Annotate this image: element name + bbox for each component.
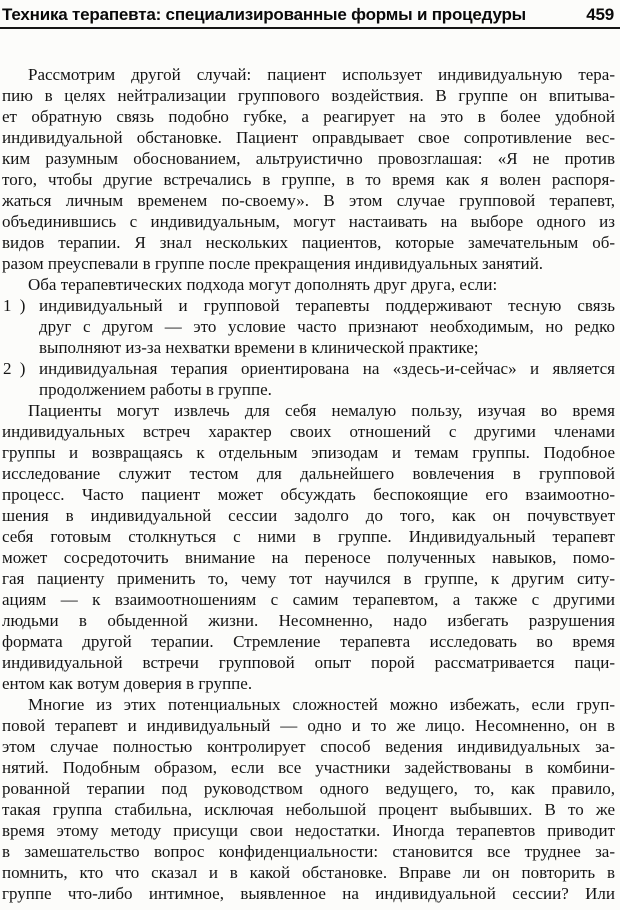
text-line: нятий. Подобным образом, если все участники задействованы в комбини- <box>2 758 615 777</box>
text-line: выполняют из-за нехватки времени в клинической практике; <box>39 338 479 357</box>
text-line: ким разумным обоснованием, альтруистично провозглашая: «Я не против <box>2 149 615 168</box>
list-item <box>2 358 615 400</box>
text-line: группы и возвращаясь к отдельным эпизодам и темам группы. Подобное <box>2 443 615 462</box>
text-line: видов терапии. Я знал нескольких пациентов, которые замечательным об- <box>2 233 615 252</box>
list-item <box>2 295 615 358</box>
text-line: объединившись с индивидуальным, могут настаивать на выборе одного из <box>2 212 615 231</box>
text-line: шения в индивидуальной сессии задолго до того, как он почувствует <box>2 506 615 525</box>
text-line: пию в целях нейтрализации группового воздействия. В группе он впитыва- <box>2 86 615 105</box>
running-title: Техника терапевта: специализированные формы и процедуры <box>2 5 526 24</box>
paragraph <box>2 64 615 274</box>
text-line: формата другой терапии. Стремление терапевта исследовать во время <box>2 632 615 651</box>
text-line: продолжением работы в группе. <box>39 380 272 399</box>
text-line: в замешательство вопрос конфиденциальности: становится все труднее за- <box>2 842 615 861</box>
text-line: индивидуальных встреч характер своих отношений с другими членами <box>2 422 615 441</box>
text-line: Многие из этих потенциальных сложностей можно избежать, если груп- <box>28 695 615 714</box>
text-line: Пациенты могут извлечь для себя немалую пользу, изучая во время <box>28 401 615 420</box>
page-header <box>0 0 620 26</box>
page-number: 459 <box>586 5 614 24</box>
text-line: ет обратную связь подобно губке, а реагирует на это в более удобной <box>2 107 615 126</box>
text-line: может сосредоточить внимание на переносе полученных навыков, помо- <box>2 548 615 567</box>
text-line: помнить, кто что сказал и в какой обстановке. Вправе ли он повторить в <box>2 863 615 882</box>
text-line: исследование служит тестом для дальнейшего вовлечения в групповой <box>2 464 615 483</box>
text-body <box>0 64 620 904</box>
list-marker: 1 ) <box>3 296 28 315</box>
text-line: жаться личным временем по-своему». В этом случае групповой терапевт, <box>2 191 615 210</box>
text-line: ентом как вотум доверия в группе. <box>2 674 253 693</box>
text-line: индивидуальной обстановке. Пациент оправдывает свое сопротивление вес- <box>2 128 615 147</box>
text-line: людьми в обыденной жизни. Несомненно, надо избегать разрушения <box>2 611 615 630</box>
text-line: группе что-либо интимное, выявленное на индивидуальной сессии? Или <box>2 884 615 903</box>
text-line: друг с другом — это условие часто признают необходимым, но редко <box>39 317 615 336</box>
text-line: такая группа стабильна, исключая небольшой процент выбывших. В то же <box>2 800 615 819</box>
text-line: себя готовым столкнуться с ними в группе. Индивидуальный терапевт <box>2 527 615 546</box>
text-line: процесс. Часто пациент может обсуждать беспокоящие его взаимоотно- <box>2 485 615 504</box>
text-line: индивидуальной встречи групповой опыт порой рассматривается паци- <box>2 653 615 672</box>
text-line: гая пациенту применить то, чему тот научился в группе, к другим ситу- <box>2 569 615 588</box>
paragraph <box>2 274 615 295</box>
text-line: разом преуспевали в группе после прекращения индивидуальных занятий. <box>2 254 544 273</box>
text-line: этом случае полностью контролирует способ ведения индивидуальных за- <box>2 737 615 756</box>
paragraph <box>2 400 615 694</box>
list-marker: 2 ) <box>3 359 28 378</box>
text-line: Оба терапевтических подхода могут дополнять друг друга, если: <box>28 275 498 294</box>
text-line: время этому методу присущи свои недостатки. Иногда терапевтов приводит <box>2 821 615 840</box>
text-line: индивидуальная терапия ориентирована на «здесь-и-сейчас» и является <box>39 359 615 378</box>
text-line: индивидуальный и групповой терапевты поддерживают тесную связь <box>39 296 615 315</box>
text-line: Рассмотрим другой случай: пациент использует индивидуальную тера- <box>28 65 615 84</box>
header-rule <box>0 27 620 29</box>
text-line: ациям — к взаимоотношениям с самим терапевтом, а также с другими <box>2 590 615 609</box>
text-line: рованной терапии под руководством одного ведущего, то, как правило, <box>2 779 615 798</box>
text-line: повой терапевт и индивидуальный — одно и то же лицо. Несомненно, он в <box>2 716 615 735</box>
paragraph <box>2 694 615 904</box>
text-line: того, чтобы другие встречались в группе, в то время как я волен распоря- <box>2 170 615 189</box>
